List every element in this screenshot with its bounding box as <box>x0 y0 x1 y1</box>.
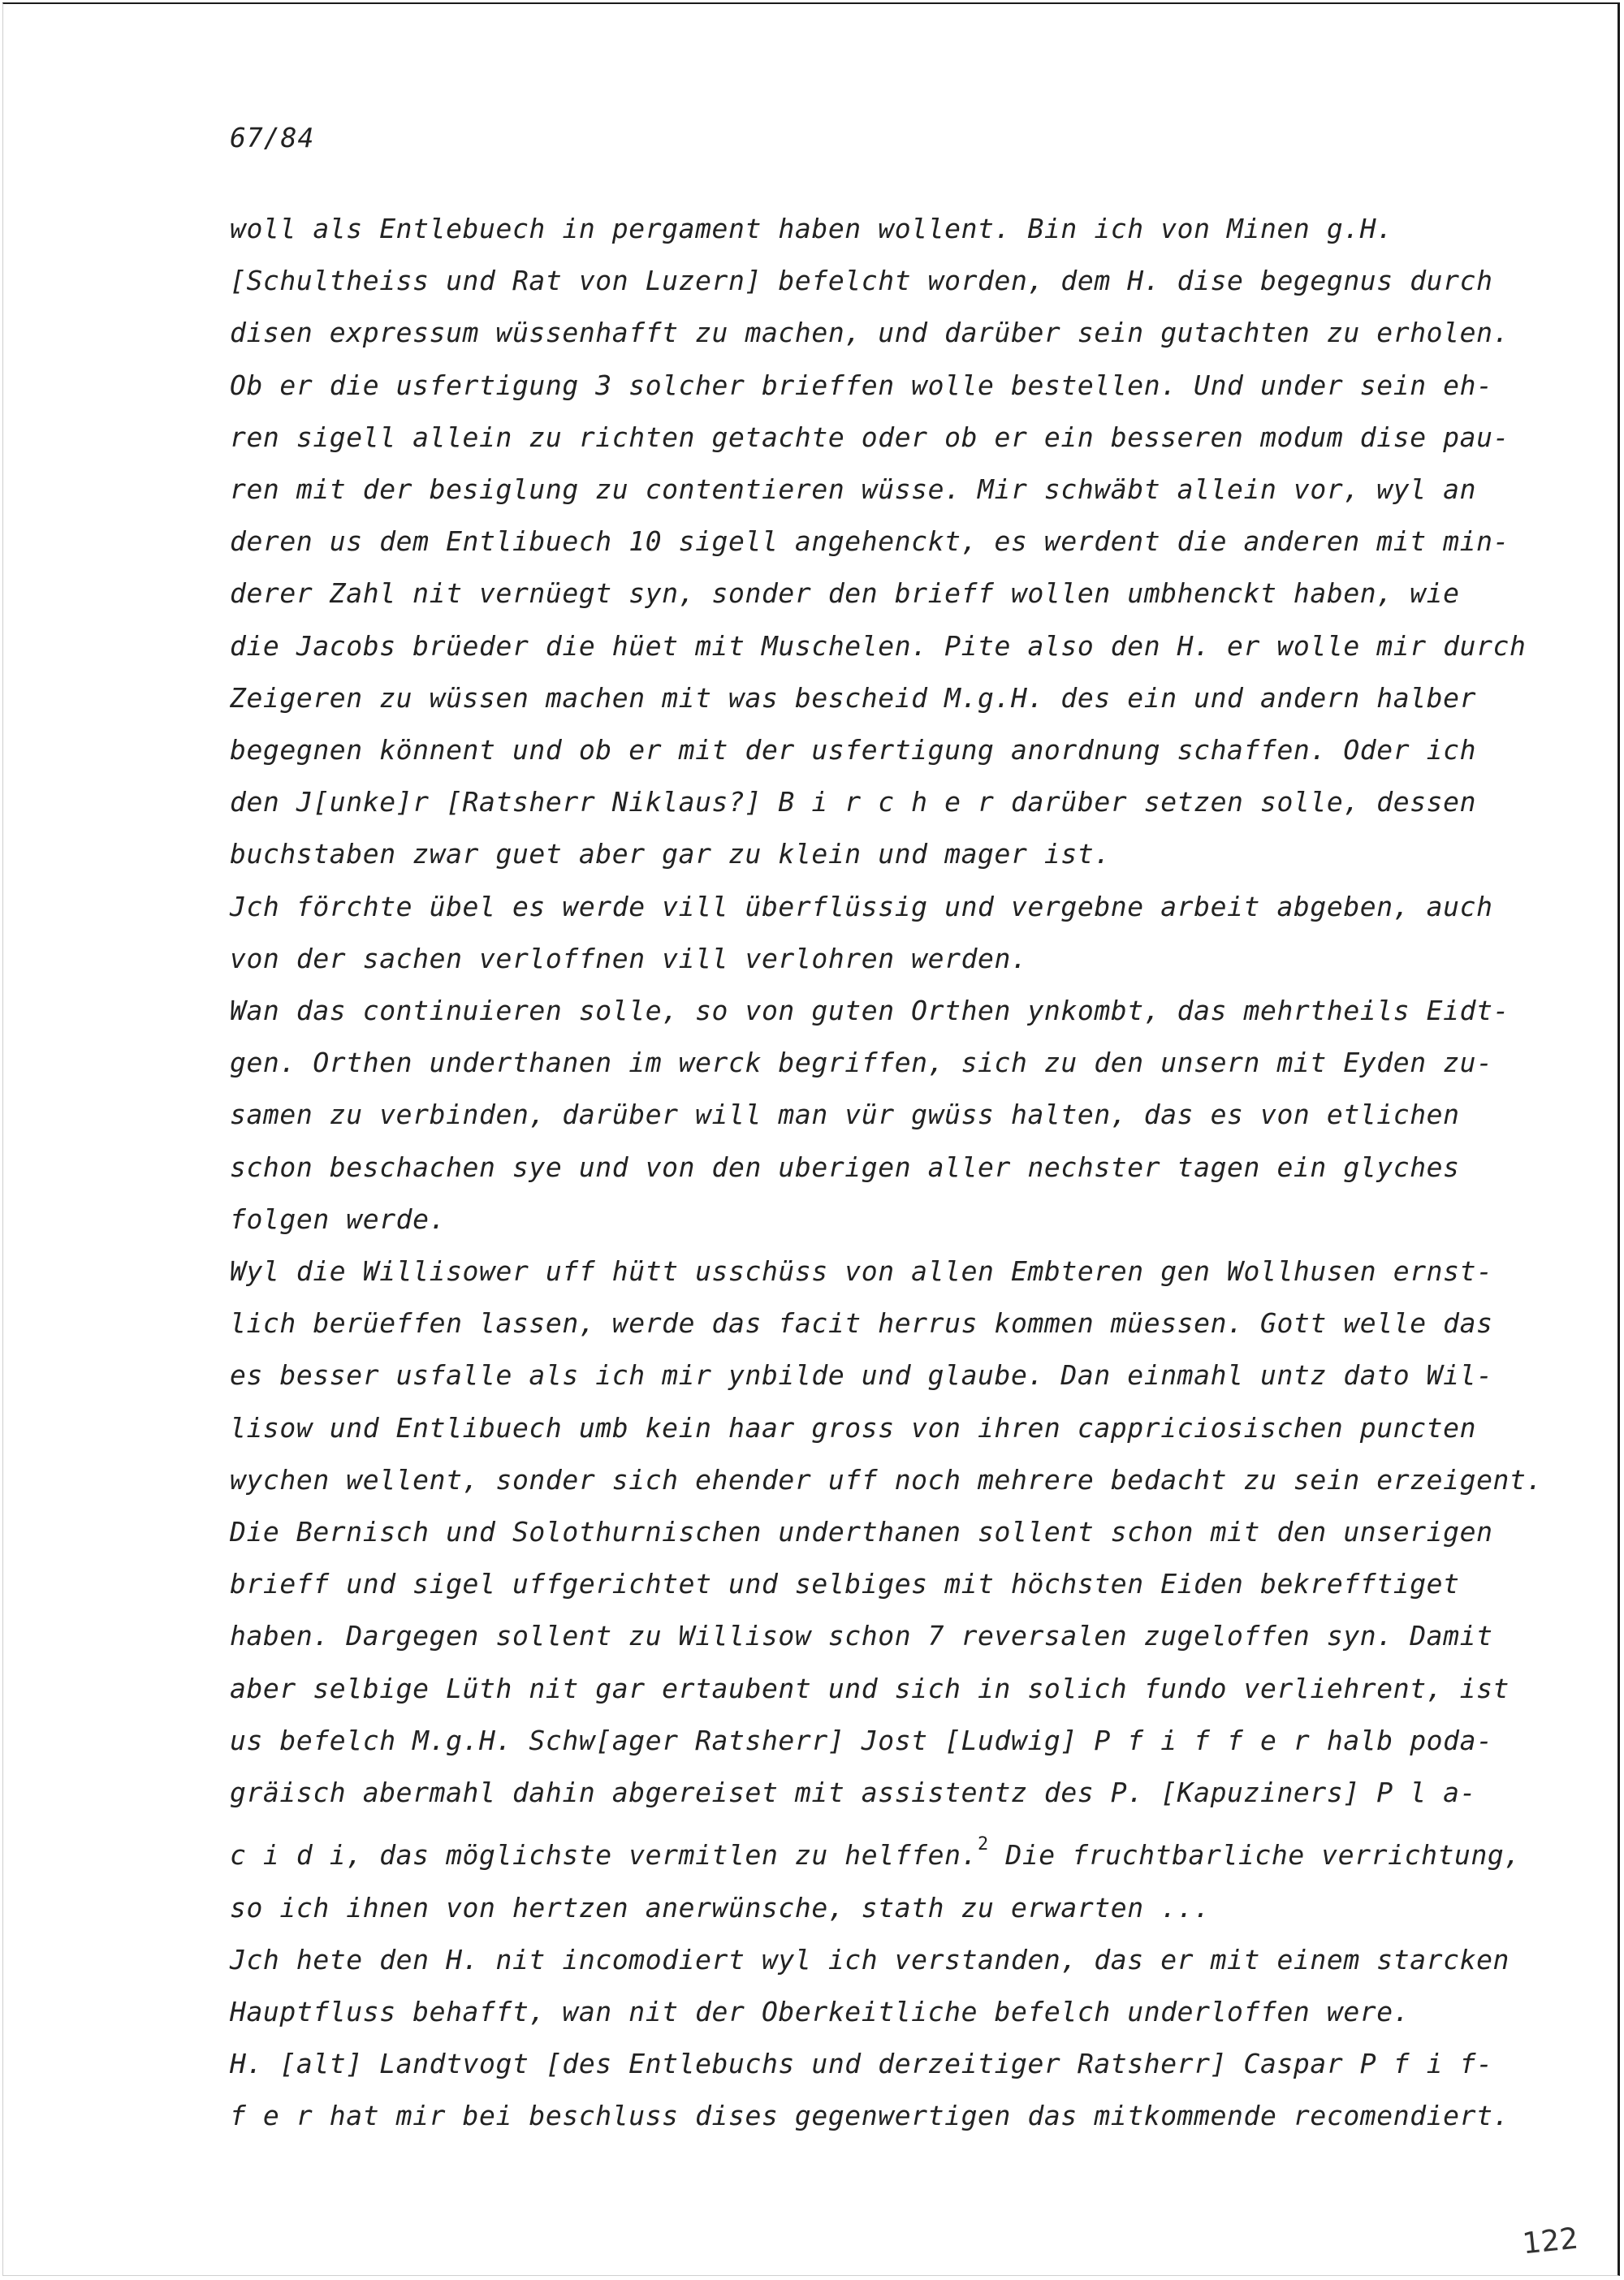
text-line: f e r hat mir bei beschluss dises gegenwertigen das mitkommende recomendiert. <box>230 2100 1510 2132</box>
text-line: [Schultheiss und Rat von Luzern] befelcht worden, dem H. dise begegnus durch <box>230 265 1493 297</box>
text-line: woll als Entlebuech in pergament haben wollent. Bin ich von Minen g.H. <box>230 213 1393 244</box>
text-line: Jch hete den H. nit incomodiert wyl ich verstanden, das er mit einem starcken <box>230 1943 1510 1976</box>
text-line: haben. Dargegen sollent zu Willisow schon 7 reversalen zugeloffen syn. Damit <box>230 1620 1493 1652</box>
text-line: Die Bernisch und Solothurnischen underthanen sollent schon mit den unserigen <box>230 1516 1493 1548</box>
text-line: Wan das continuieren solle, so von guten Orthen ynkombt, das mehrtheils Eidt- <box>230 995 1510 1027</box>
text-line: lich berüeffen lassen, werde das facit herrus kommen müessen. Gott welle das <box>230 1307 1493 1340</box>
text-line: den J[unke]r [Ratsherr Niklaus?] B i r c h e r darüber setzen solle, dessen <box>230 786 1477 818</box>
text-line: Zeigeren zu wüssen machen mit was bescheid M.g.H. des ein und andern halber <box>230 681 1477 714</box>
text-line: lisow und Entlibuech umb kein haar gross von ihren cappriciosischen puncten <box>230 1411 1477 1444</box>
text-line: wychen wellent, sonder sich ehender uff noch mehrere bedacht zu sein erzeigent. <box>230 1463 1543 1496</box>
text-line: gräisch abermahl dahin abgereiset mit assistentz des P. [Kapuziners] P l a- <box>230 1777 1477 1809</box>
text-line-with-footnote <box>230 1819 1610 1881</box>
text-line: es besser usfalle als ich mir ynbilde und glaube. Dan einmahl untz dato Wil- <box>230 1359 1493 1392</box>
text-line-end: Die fruchtbarliche verrichtung, <box>988 1839 1521 1872</box>
text-line-start: c i d i, das möglichste vermitlen zu helffen. <box>230 1839 978 1872</box>
text-line: Wyl die Willisower uff hütt usschüss von allen Embteren gen Wollhusen ernst- <box>230 1255 1493 1288</box>
text-line: disen expressum wüssenhafft zu machen, und darüber sein gutachten zu erholen. <box>230 317 1510 349</box>
text-line: folgen werde. <box>230 1203 447 1235</box>
text-line: brieff und sigel uffgerichtet und selbiges mit höchsten Eiden bekrefftiget <box>230 1568 1460 1600</box>
text-line: H. [alt] Landtvogt [des Entlebuchs und derzeitiger Ratsherr] Caspar P f i f- <box>230 2048 1493 2080</box>
text-line: begegnen könnent und ob er mit der usfertigung anordnung schaffen. Oder ich <box>230 734 1477 766</box>
text-line: samen zu verbinden, darüber will man vür gwüss halten, das es von etlichen <box>230 1099 1460 1131</box>
text-line: die Jacobs brüeder die hüet mit Muschelen. Pite also den H. er wolle mir durch <box>230 629 1527 662</box>
text-line: von der sachen verloffnen vill verlohren werden. <box>230 942 1028 974</box>
text-line: ren mit der besiglung zu contentieren wüsse. Mir schwäbt allein vor, wyl an <box>230 473 1477 506</box>
letter-body <box>230 203 1610 2143</box>
page-number: 67/84 <box>230 122 315 153</box>
text-line: derer Zahl nit vernüegt syn, sonder den brieff wollen umbhenckt haben, wie <box>230 577 1460 610</box>
text-line: gen. Orthen underthanen im werck begriffen, sich zu den unsern mit Eyden zu- <box>230 1047 1493 1079</box>
text-line: buchstaben zwar guet aber gar zu klein und mager ist. <box>230 838 1111 870</box>
text-line: schon beschachen sye und von den uberigen aller nechster tagen ein glyches <box>230 1151 1460 1183</box>
handwritten-folio-number: 122 <box>1521 2222 1580 2261</box>
text-line: so ich ihnen von hertzen anerwünsche, stath zu erwarten ... <box>230 1891 1211 1924</box>
text-line: aber selbige Lüth nit gar ertaubent und sich in solich fundo verliehrent, ist <box>230 1672 1510 1704</box>
text-line: deren us dem Entlibuech 10 sigell angehenckt, es werdent die anderen mit min- <box>230 525 1510 558</box>
text-line: Jch förchte übel es werde vill überflüssig und vergebne arbeit abgeben, auch <box>230 890 1493 922</box>
text-line: Ob er die usfertigung 3 solcher brieffen wolle bestellen. Und under sein eh- <box>230 369 1493 401</box>
text-line: ren sigell allein zu richten getachte oder ob er ein besseren modum dise pau- <box>230 421 1510 453</box>
footnote-marker: 2 <box>978 1834 989 1855</box>
text-line: Hauptfluss behafft, wan nit der Oberkeitliche befelch underloffen were. <box>230 1995 1410 2027</box>
text-line: us befelch M.g.H. Schw[ager Ratsherr] Jost [Ludwig] P f i f f e r halb poda- <box>230 1724 1493 1756</box>
